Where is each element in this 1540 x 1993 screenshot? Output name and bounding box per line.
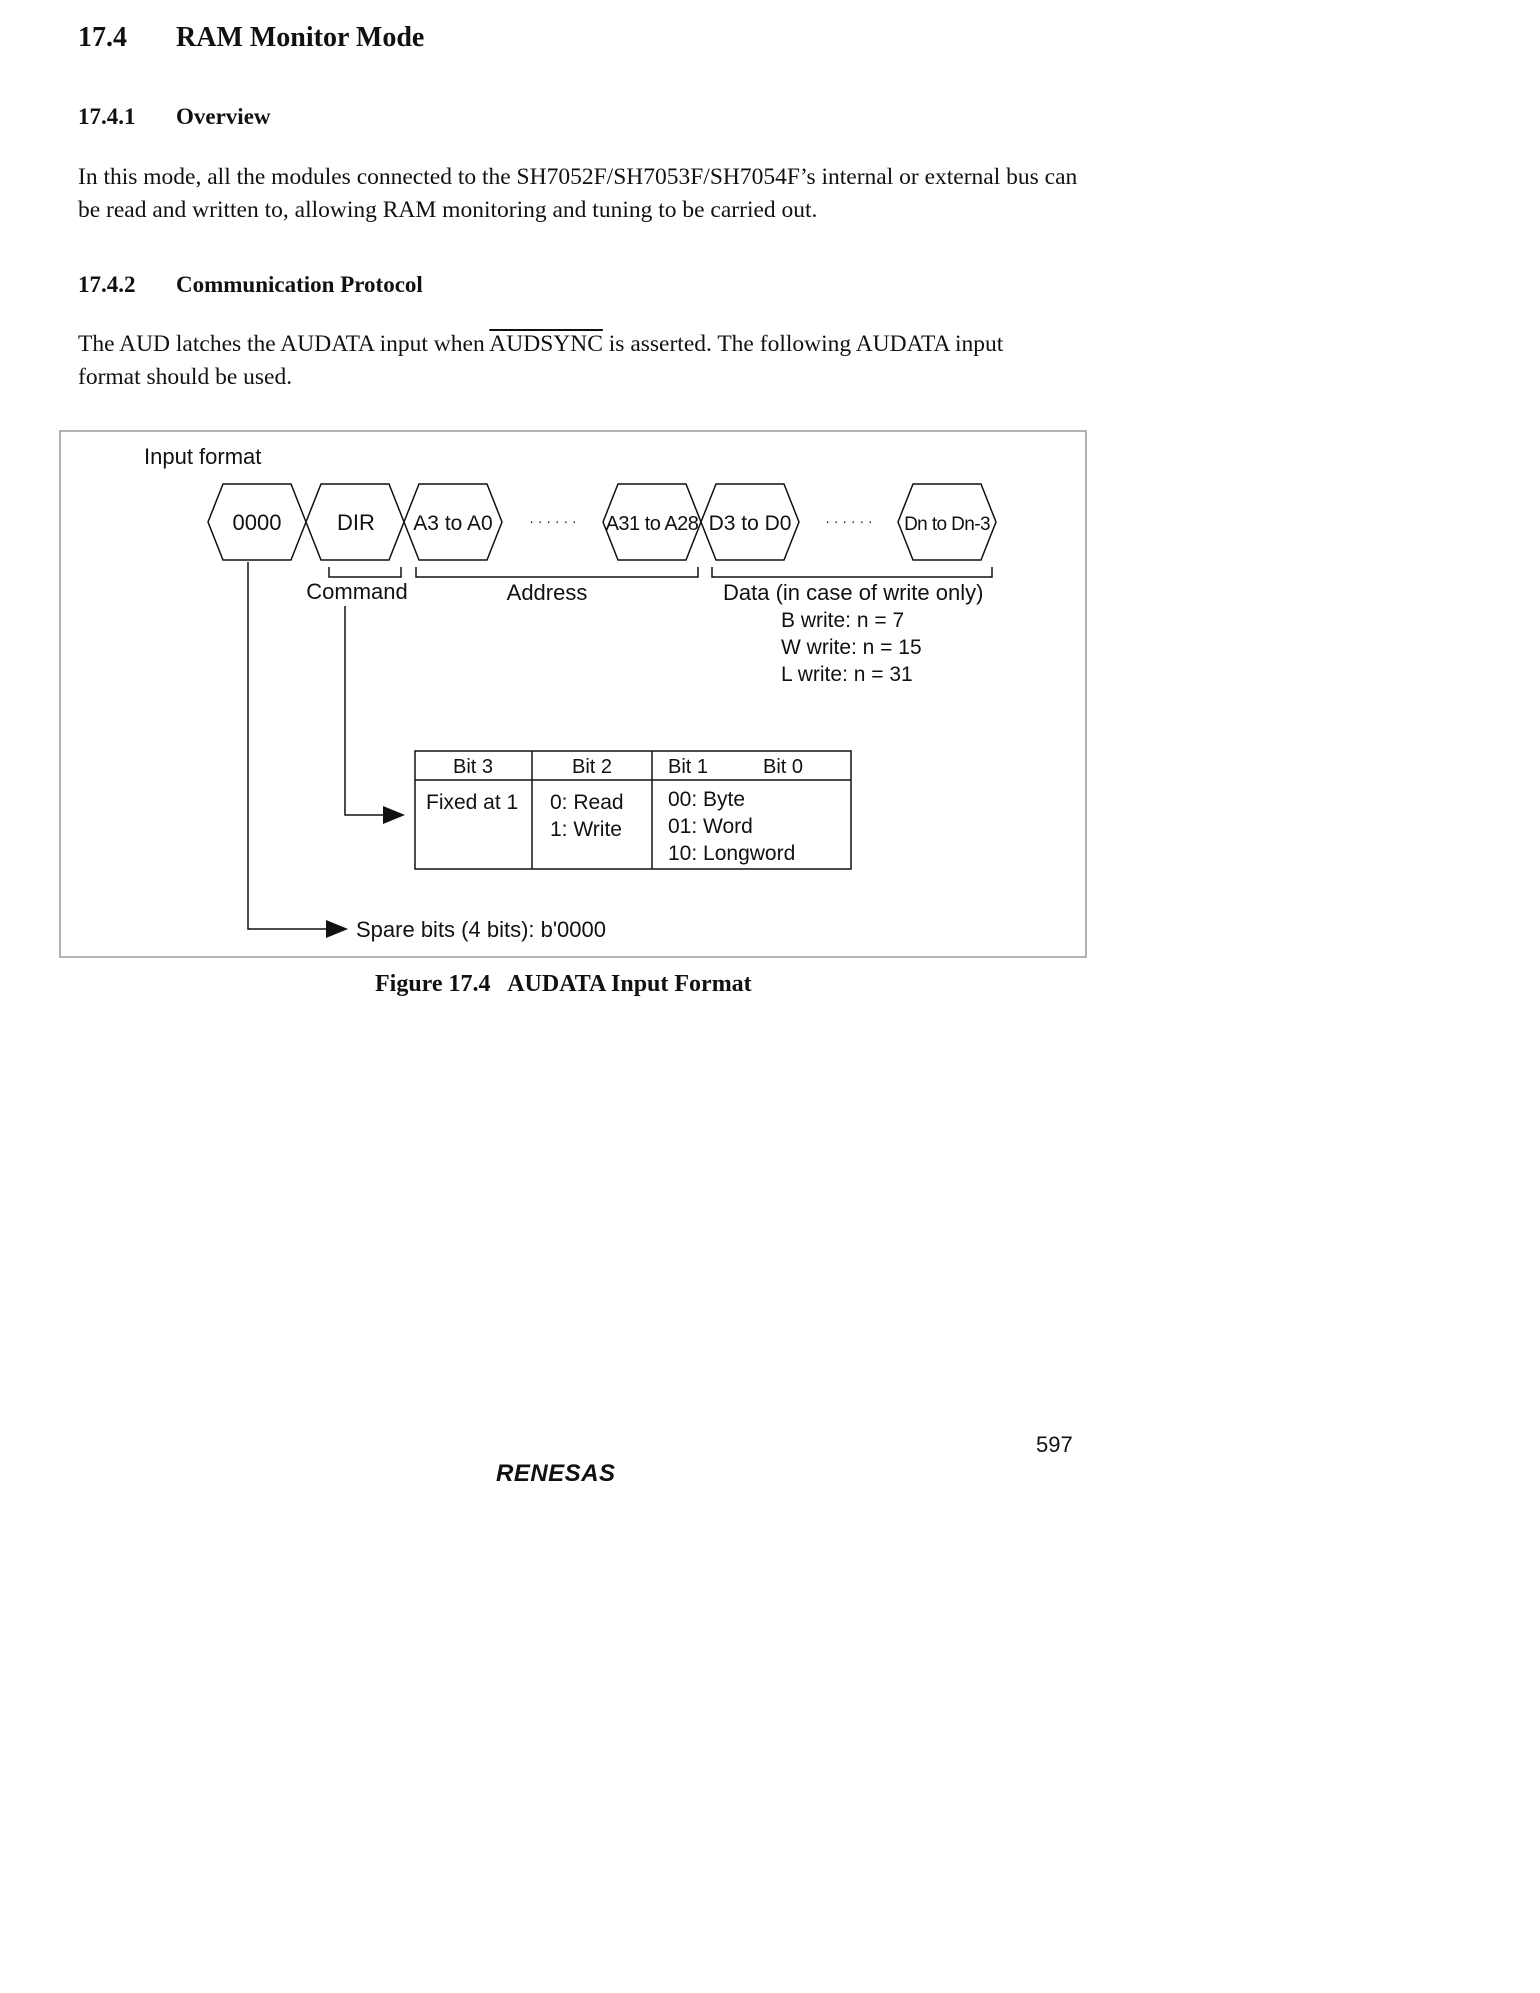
data-note-b: B write: n = 7 [781,609,905,632]
table-cell-write: 1: Write [550,818,622,841]
table-cell-longword: 10: Longword [668,842,796,865]
table-cell-fixed: Fixed at 1 [426,791,519,814]
figure-caption: Figure 17.4 AUDATA Input Format [375,971,752,997]
renesas-logo [496,1459,656,1487]
command-arrowhead [383,806,405,824]
table-header-bit0: Bit 0 [763,756,804,778]
command-arrow-line [345,606,385,815]
protocol-text-after: is asserted. The following AUDATA input format should be used. [78,331,1004,390]
bracket-command [329,567,401,577]
cell-a31-a28-label: A31 to A28 [605,513,699,535]
table-header-bit2: Bit 2 [571,756,613,778]
subsection-title-overview: Overview [176,104,271,129]
cell-dn-dn3-label: Dn to Dn-3 [904,514,990,535]
overview-paragraph: In this mode, all the modules connected to the SH7052F/SH7053F/SH7054F’s internal or external bus can be read and written to, allowing RAM monitoring and tuning to be carried out. [78,164,1078,223]
subsection-title-protocol: Communication Protocol [176,272,423,297]
ellipsis-data: · · · · · · [825,513,873,529]
ellipsis-address: · · · · · · [529,513,577,529]
protocol-text-before: The AUD latches the AUDATA input when [78,331,490,357]
cell-a3-a0-label: A3 to A0 [413,512,493,535]
data-note-l: L write: n = 31 [781,663,913,686]
subsection-number-overview: 17.4.1 [78,104,136,129]
cell-dir-label: DIR [337,510,375,535]
audsync-signal: AUDSYNC [489,331,603,357]
page-number: 597 [1036,1432,1073,1457]
cell-0000-label: 0000 [232,510,282,535]
section-number: 17.4 [78,22,127,53]
data-note-w: W write: n = 15 [781,636,922,659]
bracket-address [416,567,698,577]
subsection-number-protocol: 17.4.2 [78,272,136,297]
spare-arrow-line [248,562,328,929]
section-title: RAM Monitor Mode [176,22,425,53]
spare-arrowhead [326,920,348,938]
table-cell-read: 0: Read [550,791,624,814]
table-cell-byte: 00: Byte [668,788,746,811]
table-header-bit3: Bit 3 [452,756,494,778]
input-format-label: Input format [144,444,262,469]
group-data-label: Data (in case of write only) [723,580,984,605]
bracket-data [712,567,992,577]
group-command-label: Command [306,579,408,604]
table-cell-word: 01: Word [668,815,753,838]
spare-bits-label: Spare bits (4 bits): b'0000 [356,917,607,942]
renesas-logo-text: RENESAS [496,1460,616,1487]
table-header-bit1: Bit 1 [668,756,709,778]
group-address-label: Address [506,580,588,605]
cell-d3-d0-label: D3 to D0 [708,512,792,535]
